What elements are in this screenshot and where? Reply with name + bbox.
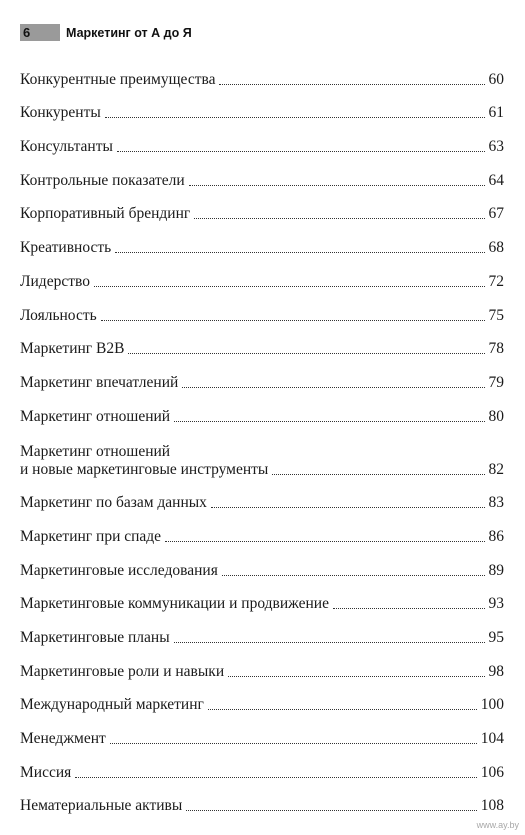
toc-entry: [20, 613, 504, 647]
dot-leader: [174, 642, 485, 643]
toc-entry-title: Маркетинг по базам данных: [20, 494, 207, 512]
toc-entry-title: Маркетинговые коммуникации и продвижение: [20, 595, 329, 613]
toc-entry-title: Маркетинговые планы: [20, 629, 170, 646]
toc-entry-title: Корпоративный брендинг: [20, 205, 191, 223]
toc-entry-page: 82: [488, 460, 504, 478]
dot-leader: [228, 676, 484, 677]
dot-leader: [117, 151, 485, 152]
toc-entry-page: 95: [488, 629, 504, 646]
toc-entry-title: Менеджмент: [20, 730, 106, 748]
dot-leader: [194, 218, 484, 219]
toc-entry-page: 68: [488, 239, 504, 257]
toc-entry-page: 108: [480, 797, 504, 815]
toc-entry-page: 104: [480, 730, 504, 748]
toc-entry: [20, 89, 504, 123]
toc-entry: [20, 681, 504, 715]
toc-entry-title: Контрольные показатели: [20, 171, 185, 189]
toc-entry-page: 83: [488, 494, 504, 512]
toc-entry: [20, 223, 504, 257]
dot-leader: [115, 252, 484, 253]
toc-entry: [20, 392, 504, 426]
toc-entry: [20, 358, 504, 392]
toc-entry-title-line-2: и новые маркетинговые инструменты: [20, 460, 269, 478]
dot-leader: [110, 743, 477, 744]
dot-leader: [174, 421, 484, 422]
toc-entry: [20, 257, 504, 291]
toc-entry-page: 72: [488, 272, 504, 290]
toc-entry-title: Лояльность: [20, 306, 97, 324]
toc-entry-page: 75: [488, 306, 504, 324]
dot-leader: [189, 185, 485, 186]
toc-entry: [20, 782, 504, 816]
toc-entry-title: Креативность: [20, 239, 112, 257]
toc-entry-page: 64: [488, 171, 504, 189]
toc-entry-page: 106: [480, 763, 504, 781]
toc-entry-page: 98: [488, 662, 504, 680]
dot-leader: [165, 541, 484, 542]
toc-entry: [20, 714, 504, 748]
page-number: 6: [20, 24, 60, 41]
dot-leader: [128, 353, 484, 354]
dot-leader: [222, 575, 485, 576]
toc-entry-title: Маркетинговые роли и навыки: [20, 662, 225, 680]
toc-entry: [20, 748, 504, 782]
toc-entry-title: Международный маркетинг: [20, 696, 204, 714]
toc-entry-title: Маркетинговые исследования: [20, 561, 218, 579]
toc-entry: [20, 122, 504, 156]
dot-leader: [208, 709, 477, 710]
toc-entry-title: Маркетинг при спаде: [20, 527, 162, 545]
toc-entry-page: 93: [488, 595, 504, 613]
watermark: www.ay.by: [476, 820, 519, 830]
toc-entry: [20, 291, 504, 325]
running-title: Маркетинг от А до Я: [66, 25, 192, 40]
dot-leader: [219, 84, 484, 85]
toc-entry-title: Конкурентные преимущества: [20, 70, 216, 88]
toc-entry-title: Конкуренты: [20, 104, 101, 122]
toc-entry-page: 79: [488, 373, 504, 391]
table-of-contents: [20, 55, 504, 815]
toc-entry-page: 80: [488, 407, 504, 425]
toc-entry: [20, 479, 504, 513]
toc-entry-page: 86: [488, 527, 504, 545]
toc-entry-title: Нематериальные активы: [20, 797, 183, 815]
dot-leader: [211, 507, 485, 508]
toc-entry-title: Консультанты: [20, 138, 113, 156]
toc-entry: [20, 55, 504, 89]
dot-leader: [75, 777, 476, 778]
dot-leader: [272, 474, 484, 475]
toc-entry-page: 100: [480, 696, 504, 714]
toc-entry-title: Маркетинг впечатлений: [20, 373, 179, 391]
toc-entry-title: Маркетинг B2B: [20, 340, 125, 358]
toc-entry-title: Лидерство: [20, 272, 90, 290]
toc-entry-page: 89: [488, 561, 504, 579]
dot-leader: [101, 320, 485, 321]
toc-entry: [20, 580, 504, 614]
toc-entry-page: 60: [488, 70, 504, 88]
toc-entry: [20, 546, 504, 580]
toc-entry-page: 63: [488, 138, 504, 156]
dot-leader: [182, 387, 484, 388]
toc-entry-title: Маркетинг отношений: [20, 407, 171, 425]
toc-entry: [20, 512, 504, 546]
toc-entry-title: Миссия: [20, 763, 72, 781]
dot-leader: [333, 608, 485, 609]
toc-entry-page: 67: [488, 205, 504, 223]
toc-entry: [20, 156, 504, 190]
toc-entry-page: 61: [488, 104, 504, 122]
dot-leader: [186, 810, 477, 811]
toc-entry-title-line-1: Маркетинг отношений: [20, 442, 171, 460]
toc-entry: [20, 325, 504, 359]
toc-entry: [20, 426, 504, 479]
toc-entry: [20, 647, 504, 681]
toc-entry: [20, 190, 504, 224]
toc-entry-page: 78: [488, 340, 504, 358]
page-header: [20, 24, 192, 41]
dot-leader: [105, 117, 485, 118]
dot-leader: [94, 286, 485, 287]
